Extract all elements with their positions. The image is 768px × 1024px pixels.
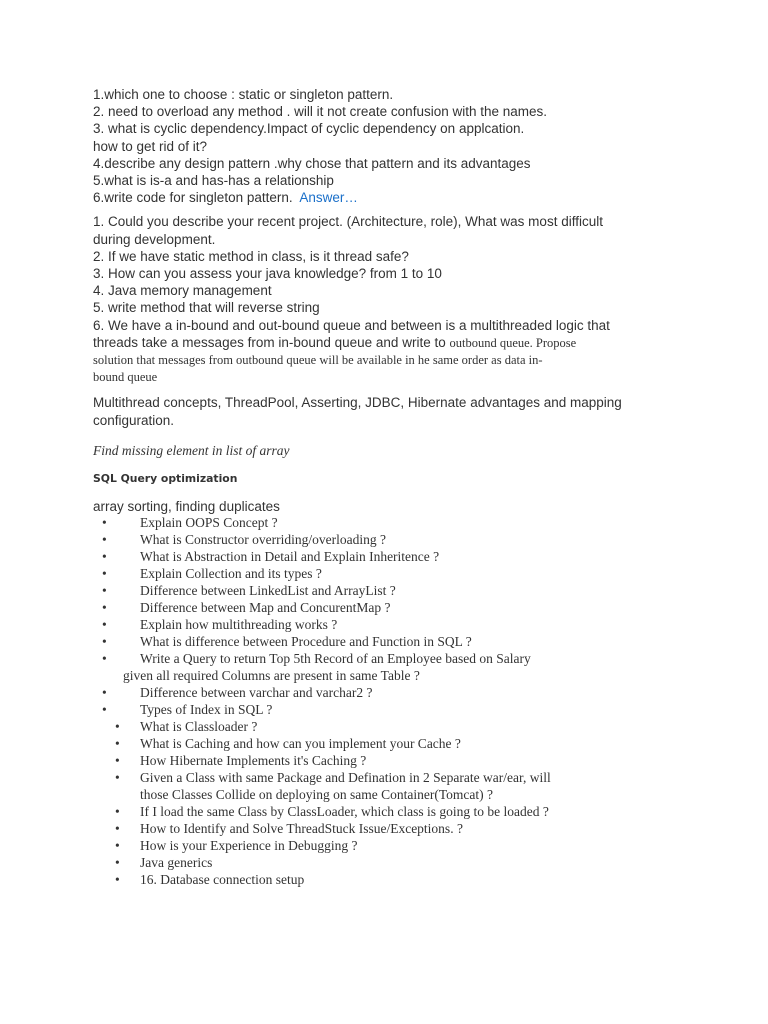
topics-line: Multithread concepts, ThreadPool, Asserting, JDBC, Hibernate advantages and mapping <box>93 395 622 411</box>
list-item: • How is your Experience in Debugging ? <box>115 837 358 853</box>
bullet-icon: • <box>115 820 120 836</box>
bullet-icon: • <box>102 684 107 700</box>
interview-questions <box>93 213 693 386</box>
question-text: 6.write code for singleton pattern. <box>93 190 293 206</box>
bullet-icon: • <box>115 871 120 887</box>
array-sorting-text: array sorting, finding duplicates <box>93 498 280 514</box>
list-item: • How Hibernate Implements it's Caching ? <box>115 752 367 768</box>
bullet-icon: • <box>102 582 107 598</box>
question-text: threads take a messages from in-bound queue and write to <box>93 334 446 350</box>
bullet-icon: • <box>102 616 107 632</box>
list-item: • Write a Query to return Top 5th Record of an Employee based on Salary given all required Columns are present in same Table ? <box>93 650 693 684</box>
list-item: • Difference between varchar and varchar2 ? <box>102 684 373 700</box>
question-list-2 <box>93 718 693 888</box>
question-line: 5.what is is-a and has-has a relationship <box>93 173 334 189</box>
list-item: • Explain Collection and its types ? <box>102 565 322 581</box>
question-line: 2. need to overload any method . will it not create confusion with the names. <box>93 104 548 120</box>
list-item: • Types of Index in SQL ? <box>102 701 273 717</box>
design-questions <box>93 86 693 206</box>
bullet-icon: • <box>115 837 120 853</box>
list-item: • What is Constructor overriding/overloading ? <box>102 531 386 547</box>
list-item: • What is Classloader ? <box>115 718 258 734</box>
find-missing-element: Find missing element in list of array <box>93 442 290 458</box>
bullet-icon: • <box>102 650 107 666</box>
question-line: 2. If we have static method in class, is it thread safe? <box>93 248 409 264</box>
question-line: 3. How can you assess your java knowledge? from 1 to 10 <box>93 266 442 282</box>
question-line: during development. <box>93 231 216 247</box>
answer-ellipsis: … <box>344 190 358 206</box>
question-line: 5. write method that will reverse string <box>93 300 320 316</box>
question-line: how to get rid of it? <box>93 138 208 154</box>
question-line: 1.which one to choose : static or singleton pattern. <box>93 87 394 102</box>
question-list-1 <box>93 514 693 718</box>
answer-link[interactable]: Answer <box>299 190 345 206</box>
list-item: • Difference between LinkedList and ArrayList ? <box>102 582 396 598</box>
question-line-mixed <box>93 334 693 352</box>
question-line-serif: solution that messages from outbound queue will be available in he same order as data in- <box>93 353 543 368</box>
bullet-icon: • <box>115 769 120 785</box>
list-item-continuation: given all required Columns are present in same Table ? <box>123 667 420 683</box>
list-item: • 16. Database connection setup <box>115 871 305 887</box>
question-line-serif: bound queue <box>93 370 158 385</box>
topics-line: configuration. <box>93 412 175 428</box>
list-item: • Difference between Map and ConcurentMap ? <box>102 599 391 615</box>
list-item: • Explain how multithreading works ? <box>102 616 338 632</box>
list-item: • Java generics <box>115 854 213 870</box>
list-item-continuation: those Classes Collide on deploying on same Container(Tomcat) ? <box>140 786 493 802</box>
bullet-icon: • <box>115 718 120 734</box>
bullet-icon: • <box>102 599 107 615</box>
bullet-icon: • <box>115 803 120 819</box>
list-item: • Given a Class with same Package and Defination in 2 Separate war/ear, will those Classes Collide on deploying on same Container(Tomcat) ? <box>93 769 693 803</box>
list-item: • What is Abstraction in Detail and Explain Inheritence ? <box>102 548 440 564</box>
list-item: • Explain OOPS Concept ? <box>102 514 278 530</box>
document-page <box>93 86 693 888</box>
question-text-serif: outbound queue. Propose <box>449 335 577 350</box>
bullet-icon: • <box>102 701 107 717</box>
list-item: • What is difference between Procedure and Function in SQL ? <box>102 633 472 649</box>
bullet-icon: • <box>102 531 107 547</box>
question-line: 6. We have a in-bound and out-bound queue and between is a multithreaded logic that <box>93 317 610 333</box>
bullet-icon: • <box>102 514 107 530</box>
list-item: • If I load the same Class by ClassLoader, which class is going to be loaded ? <box>115 803 549 819</box>
bullet-icon: • <box>115 752 120 768</box>
question-line: 4. Java memory management <box>93 283 272 299</box>
question-line: 3. what is cyclic dependency.Impact of cyclic dependency on applcation. <box>93 121 525 137</box>
bullet-icon: • <box>115 854 120 870</box>
topics-paragraph <box>93 394 693 428</box>
bullet-icon: • <box>102 548 107 564</box>
list-item: • How to Identify and Solve ThreadStuck Issue/Exceptions. ? <box>115 820 463 836</box>
bullet-icon: • <box>102 565 107 581</box>
sql-heading: SQL Query optimization <box>93 471 238 485</box>
list-item: • What is Caching and how can you implement your Cache ? <box>115 735 461 751</box>
question-line-with-link <box>93 189 693 206</box>
question-line: 1. Could you describe your recent project. (Architecture, role), What was most difficult <box>93 214 603 230</box>
question-line: 4.describe any design pattern .why chose that pattern and its advantages <box>93 155 531 171</box>
bullet-icon: • <box>115 735 120 751</box>
bullet-icon: • <box>102 633 107 649</box>
